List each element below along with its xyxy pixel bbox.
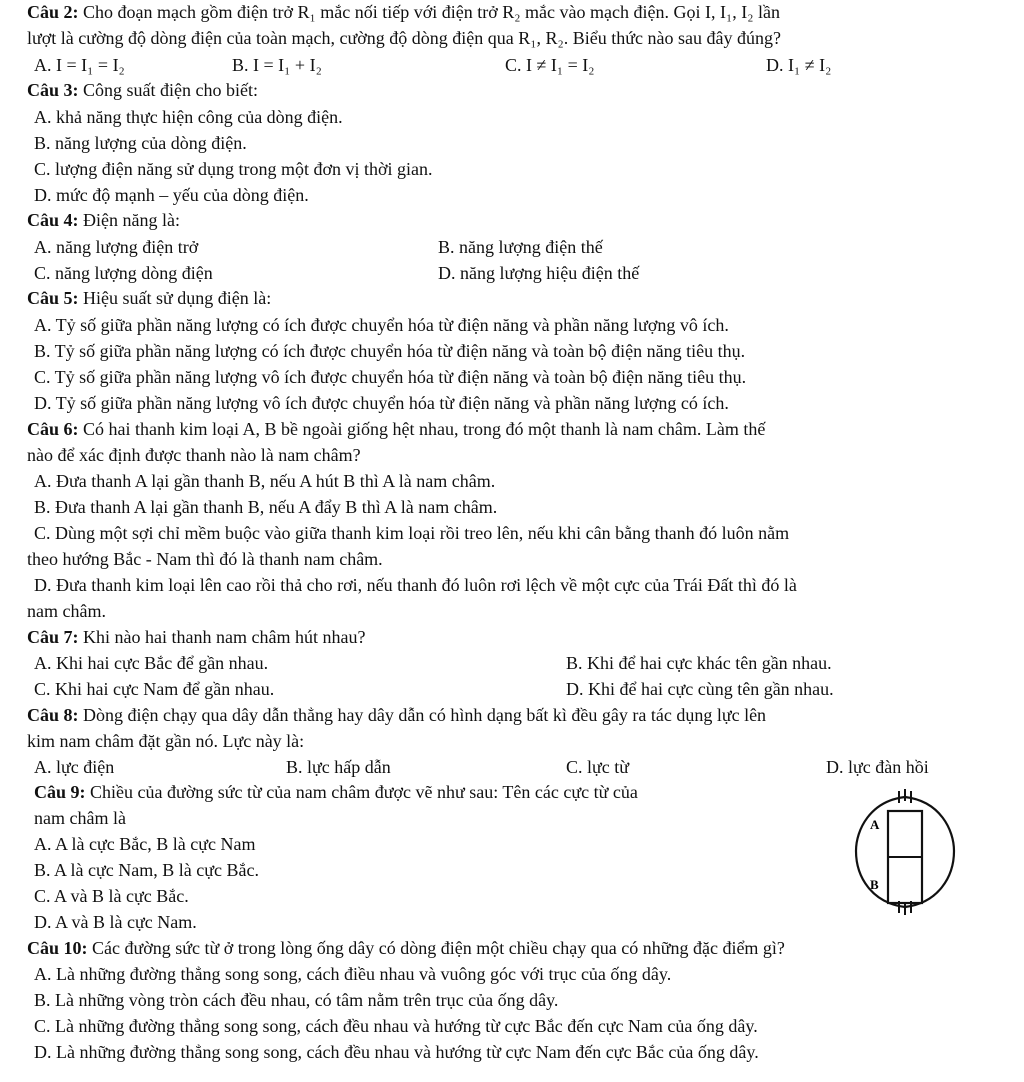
q6-stem-line2: nào để xác định được thanh nào là nam châm? bbox=[27, 445, 361, 465]
q9-option-b: B. A là cực Nam, B là cực Bắc. bbox=[34, 860, 259, 880]
q6-option-d-line2: nam châm. bbox=[27, 601, 106, 621]
q9-stem-line1: Câu 9: Chiều của đường sức từ của nam châm được vẽ như sau: Tên các cực từ của bbox=[34, 782, 638, 802]
q5-stem: Câu 5: Hiệu suất sử dụng điện là: bbox=[27, 288, 272, 308]
q8-option-b: B. lực hấp dẫn bbox=[286, 757, 391, 777]
q5-option-d: D. Tỷ số giữa phần năng lượng vô ích được chuyển hóa từ điện năng và phần năng lượng có ích. bbox=[34, 393, 729, 413]
q3-number: Câu 3: bbox=[27, 80, 79, 100]
q9-stem-line2: nam châm là bbox=[34, 808, 126, 828]
q8-option-d: D. lực đàn hồi bbox=[826, 757, 929, 777]
q8-option-a: A. lực điện bbox=[34, 757, 115, 777]
q8-option-c: C. lực từ bbox=[566, 757, 630, 777]
q9-option-d: D. A và B là cực Nam. bbox=[34, 912, 197, 932]
q7-option-c: C. Khi hai cực Nam để gần nhau. bbox=[34, 679, 275, 699]
arrow-mark-top bbox=[899, 789, 911, 803]
q3-option-d: D. mức độ mạnh – yếu của dòng điện. bbox=[34, 185, 309, 205]
q2-stem-line2: lượt là cường độ dòng điện của toàn mạch, cường độ dòng điện qua R₁, R₂. Biểu thức nào sau đây đúng? bbox=[27, 28, 781, 48]
q2-option-c: C. I ≠ I₁ = I₂ bbox=[505, 55, 595, 75]
q2-number: Câu 2: bbox=[27, 2, 79, 22]
q10-stem: Câu 10: Các đường sức từ ở trong lòng ống dây có dòng điện một chiều chạy qua có những đặc điểm gì? bbox=[27, 938, 785, 958]
q7-number: Câu 7: bbox=[27, 627, 79, 647]
q4-option-c: C. năng lượng dòng điện bbox=[34, 263, 213, 283]
q6-option-d-line1: D. Đưa thanh kim loại lên cao rồi thả cho rơi, nếu thanh đó luôn rơi lệch về một cực của Trái Đất thì đó là bbox=[34, 575, 797, 595]
q9-option-c: C. A và B là cực Bắc. bbox=[34, 886, 189, 906]
q2-stem-line1: Câu 2: Cho đoạn mạch gồm điện trở R₁ mắc nối tiếp với điện trở R₂ mắc vào mạch điện. Gọi I, I₁, I₂ lần bbox=[27, 2, 781, 22]
q2-option-b: B. I = I₁ + I₂ bbox=[232, 55, 322, 75]
q7-option-d: D. Khi để hai cực cùng tên gần nhau. bbox=[566, 679, 834, 699]
q9-number: Câu 9: bbox=[34, 782, 86, 802]
q10-number: Câu 10: bbox=[27, 938, 88, 958]
q5-option-a: A. Tỷ số giữa phần năng lượng có ích được chuyển hóa từ điện năng và phần năng lượng vô ích. bbox=[34, 315, 729, 335]
q7-option-a: A. Khi hai cực Bắc để gần nhau. bbox=[34, 653, 269, 673]
q8-stem-line2: kim nam châm đặt gần nó. Lực này là: bbox=[27, 731, 305, 751]
q9-option-a: A. A là cực Bắc, B là cực Nam bbox=[34, 834, 256, 854]
q4-option-a: A. năng lượng điện trở bbox=[34, 237, 199, 257]
q4-stem: Câu 4: Điện năng là: bbox=[27, 210, 180, 230]
q10-option-a: A. Là những đường thẳng song song, cách điều nhau và vuông góc với trục của ống dây. bbox=[34, 964, 672, 984]
q6-option-c-line1: C. Dùng một sợi chỉ mềm buộc vào giữa thanh kim loại rồi treo lên, nếu khi cân bằng thanh đó luôn nằm bbox=[34, 523, 790, 543]
pole-label-b: B bbox=[870, 877, 879, 892]
q7-option-b: B. Khi để hai cực khác tên gần nhau. bbox=[566, 653, 832, 673]
q5-number: Câu 5: bbox=[27, 288, 79, 308]
q6-number: Câu 6: bbox=[27, 419, 79, 439]
q4-option-b: B. năng lượng điện thế bbox=[438, 237, 603, 257]
q8-stem-line1: Câu 8: Dòng điện chạy qua dây dẫn thẳng hay dây dẫn có hình dạng bất kì đều gây ra tác dụng lực lên bbox=[27, 705, 767, 725]
q3-option-b: B. năng lượng của dòng điện. bbox=[34, 133, 247, 153]
magnet-field-lines-figure bbox=[850, 785, 960, 920]
q3-option-c: C. lượng điện năng sử dụng trong một đơn vị thời gian. bbox=[34, 159, 433, 179]
q4-option-d: D. năng lượng hiệu điện thế bbox=[438, 263, 640, 283]
q6-option-a: A. Đưa thanh A lại gần thanh B, nếu A hút B thì A là nam châm. bbox=[34, 471, 496, 491]
q5-option-c: C. Tỷ số giữa phần năng lượng vô ích được chuyển hóa từ điện năng và toàn bộ điện năng tiêu thụ. bbox=[34, 367, 747, 387]
q5-option-b: B. Tỷ số giữa phần năng lượng có ích được chuyển hóa từ điện năng và toàn bộ điện năng tiêu thụ. bbox=[34, 341, 746, 361]
q3-stem: Câu 3: Công suất điện cho biết: bbox=[27, 80, 258, 100]
q6-option-c-line2: theo hướng Bắc - Nam thì đó là thanh nam châm. bbox=[27, 549, 383, 569]
q6-stem-line1: Câu 6: Có hai thanh kim loại A, B bề ngoài giống hệt nhau, trong đó một thanh là nam châm. Làm thế bbox=[27, 419, 766, 439]
q2-option-d: D. I₁ ≠ I₂ bbox=[766, 55, 832, 75]
q10-option-c: C. Là những đường thẳng song song, cách đều nhau và hướng từ cực Bắc đến cực Nam của ống dây. bbox=[34, 1016, 758, 1036]
pole-label-a: A bbox=[870, 817, 880, 832]
q10-option-b: B. Là những vòng tròn cách đều nhau, có tâm nằm trên trục của ống dây. bbox=[34, 990, 559, 1010]
q4-number: Câu 4: bbox=[27, 210, 79, 230]
q2-option-a: A. I = I₁ = I₂ bbox=[34, 55, 125, 75]
q10-option-d: D. Là những đường thẳng song song, cách đều nhau và hướng từ cực Nam đến cực Bắc của ống dây. bbox=[34, 1042, 759, 1062]
q7-stem: Câu 7: Khi nào hai thanh nam châm hút nhau? bbox=[27, 627, 366, 647]
q3-option-a: A. khả năng thực hiện công của dòng điện. bbox=[34, 107, 343, 127]
q8-number: Câu 8: bbox=[27, 705, 79, 725]
magnet-field-lines-diagram bbox=[850, 785, 960, 920]
q6-option-b: B. Đưa thanh A lại gần thanh B, nếu A đẩy B thì A là nam châm. bbox=[34, 497, 498, 517]
